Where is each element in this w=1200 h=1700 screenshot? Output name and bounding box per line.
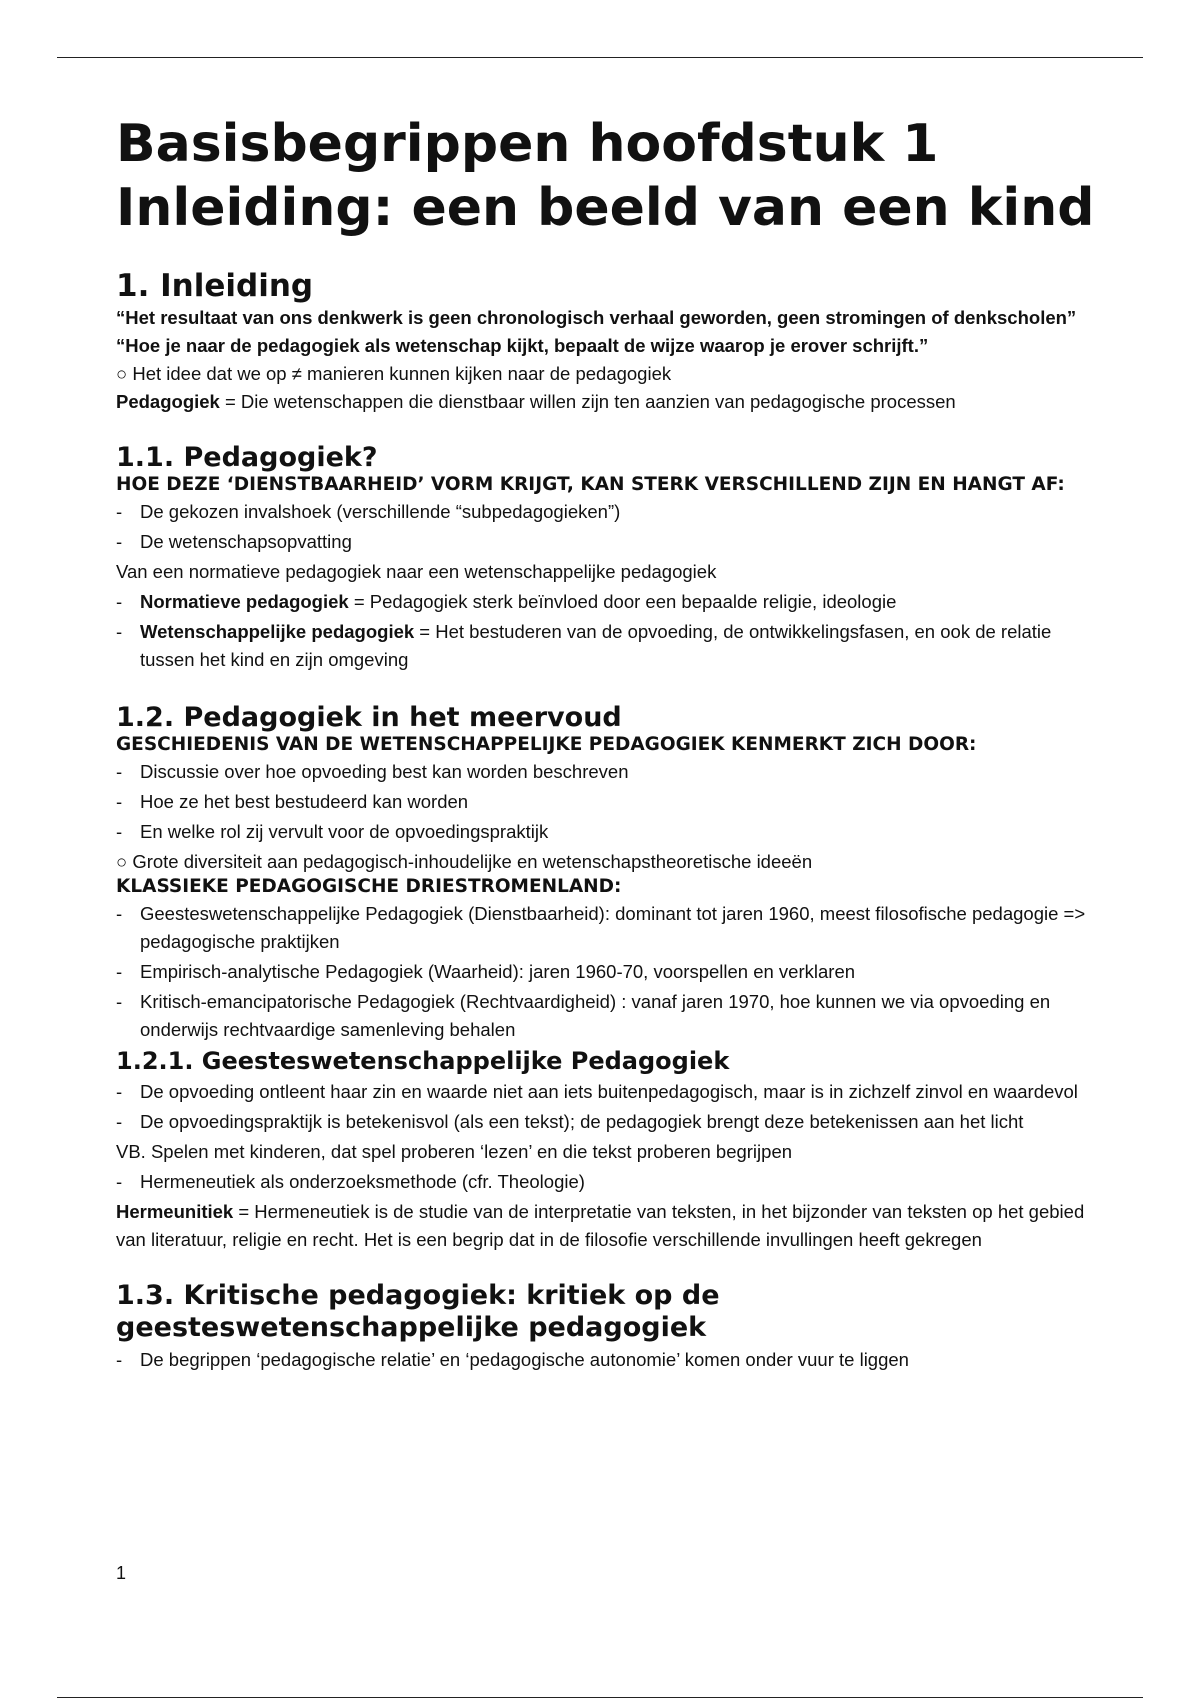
list-item: - Hoe ze het best bestudeerd kan worden (116, 791, 469, 812)
definition-hermeneutiek: Hermeunitiek = Hermeneutiek is de studie van de interpretatie van teksten, in het bijzonder van teksten op het gebied van literatuur, religie en recht. Het is een begrip dat in de filosofie verschillende invullingen heeft gekregen (116, 1201, 1085, 1250)
definition-text: = Die wetenschappen die dienstbaar willen zijn ten aanzien van pedagogische processen (219, 391, 956, 412)
list-item: - De wetenschapsopvatting (116, 531, 352, 552)
list-item: - Empirisch-analytische Pedagogiek (Waarheid): jaren 1960-70, voorspellen en verklaren (116, 961, 856, 982)
title-line-1: Basisbegrippen hoofdstuk 1 (116, 114, 939, 174)
heading-inleiding: 1. Inleiding (116, 268, 314, 304)
list-item: - En welke rol zij vervult voor de opvoedingspraktijk (116, 821, 549, 842)
header-rule (57, 57, 1143, 58)
list-item: - De begrippen ‘pedagogische relatie’ en ‘pedagogische autonomie’ komen onder vuur te liggen (116, 1349, 909, 1370)
definition-term: Pedagogiek (116, 391, 220, 412)
list-item: - Discussie over hoe opvoeding best kan worden beschreven (116, 761, 629, 782)
list-item: - Wetenschappelijke pedagogiek = Het bestuderen van de opvoeding, de ontwikkelingsfasen, en ook de relatie tussen het kind en zijn omgeving (116, 621, 1052, 670)
circle-line-diversiteit: ○ Grote diversiteit aan pedagogisch-inhoudelijke en wetenschapstheoretische ideeën (116, 851, 813, 872)
caps-heading-dienstbaarheid: HOE DEZE ‘DIENSTBAARHEID’ VORM KRIJGT, KAN STERK VERSCHILLEND ZIJN EN HANGT AF: (116, 474, 1065, 495)
heading-meervoud: 1.2. Pedagogiek in het meervoud (116, 702, 622, 733)
definition-pedagogiek (116, 388, 1106, 416)
heading-pedagogiek: 1.1. Pedagogiek? (116, 442, 378, 473)
list-item: - De opvoedingspraktijk is betekenisvol (als een tekst); de pedagogiek brengt deze betekenissen aan het licht (116, 1111, 1024, 1132)
circle-line: ○ Het idee dat we op ≠ manieren kunnen kijken naar de pedagogiek (116, 363, 672, 384)
circle-bullet-icon: ○ (116, 363, 128, 384)
list-item: - Geesteswetenschappelijke Pedagogiek (Dienstbaarheid): dominant tot jaren 1960, meest filosofische pedagogie => pedagogische praktijken (116, 903, 1086, 952)
list-item: - De gekozen invalshoek (verschillende “subpedagogieken”) (116, 501, 621, 522)
caps-heading-geschiedenis: GESCHIEDENIS VAN DE WETENSCHAPPELIJKE PEDAGOGIEK KENMERKT ZICH DOOR: (116, 734, 977, 755)
example-line: VB. Spelen met kinderen, dat spel proberen ‘lezen’ en die tekst proberen begrijpen (116, 1141, 793, 1162)
list-item: - De opvoeding ontleent haar zin en waarde niet aan iets buitenpedagogisch, maar is in zichzelf zinvol en waardevol (116, 1081, 1078, 1102)
list-item: - Hermeneutiek als onderzoeksmethode (cfr. Theologie) (116, 1171, 585, 1192)
page-number: 1 (116, 1563, 127, 1583)
quote-1: “Het resultaat van ons denkwerk is geen chronologisch verhaal geworden, geen stromingen of denkscholen” (116, 307, 1077, 328)
heading-kritische-pedagogiek: 1.3. Kritische pedagogiek: kritiek op de geesteswetenschappelijke pedagogiek (116, 1280, 720, 1343)
quote-2: “Hoe je naar de pedagogiek als wetenschap kijkt, bepaalt de wijze waarop je erover schrijft.” (116, 335, 929, 356)
document-body (116, 112, 1106, 1376)
list-item: - Kritisch-emancipatorische Pedagogiek (Rechtvaardigheid) : vanaf jaren 1970, hoe kunnen we via opvoeding en onderwijs rechtvaardige samenleving behalen (116, 991, 1051, 1040)
caps-heading-driestromenland: KLASSIEKE PEDAGOGISCHE DRIESTROMENLAND: (116, 876, 622, 897)
heading-geesteswetenschappelijke: 1.2.1. Geesteswetenschappelijke Pedagogiek (116, 1047, 730, 1075)
list-item: - Normatieve pedagogiek = Pedagogiek sterk beïnvloed door een bepaalde religie, ideologie (116, 591, 897, 612)
title-line-2: Inleiding: een beeld van een kind (116, 178, 1095, 238)
footer-rule (57, 1697, 1143, 1698)
paragraph-normatief: Van een normatieve pedagogiek naar een wetenschappelijke pedagogiek (116, 561, 717, 582)
